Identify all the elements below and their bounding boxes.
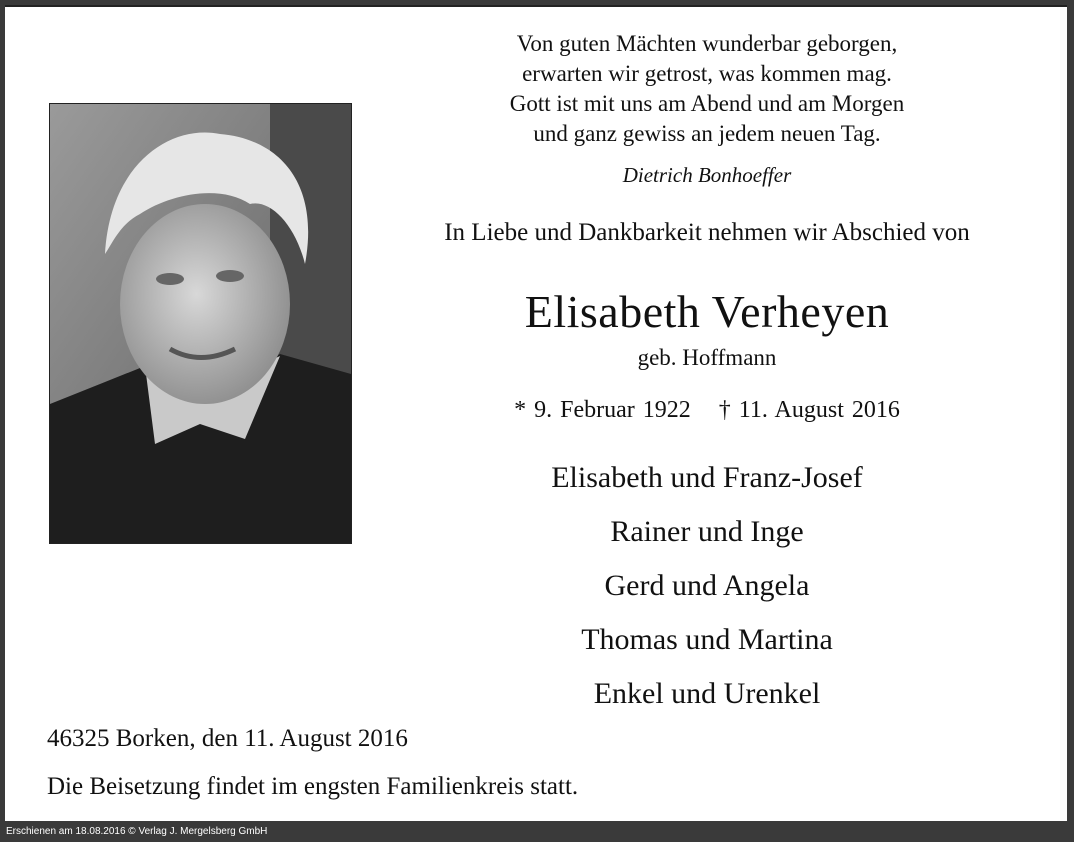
mourner-entry: Thomas und Martina [581, 623, 833, 656]
maiden-name: geb. Hoffmann [637, 345, 777, 370]
mourner-entry: Elisabeth und Franz-Josef [551, 461, 863, 494]
publication-footer: Erschienen am 18.08.2016 © Verlag J. Mergelsberg GmbH [6, 826, 268, 837]
mourner-entry: Enkel und Urenkel [593, 677, 821, 710]
portrait-photo [49, 103, 352, 544]
mourner-entry: Gerd und Angela [604, 569, 810, 602]
poem-author: Dietrich Bonhoeffer [622, 163, 792, 187]
poem-line: und ganz gewiss an jedem neuen Tag. [533, 121, 881, 146]
poem-line: Gott ist mit uns am Abend und am Morgen [509, 91, 905, 116]
place-date: 46325 Borken, den 11. August 2016 [47, 725, 408, 752]
deceased-name: Elisabeth Verheyen [524, 286, 890, 337]
mourners-list [381, 457, 1033, 727]
poem-line: Von guten Mächten wunderbar geborgen, [516, 31, 898, 56]
burial-note: Die Beisetzung findet im engsten Familienkreis statt. [47, 773, 579, 800]
poem-line: erwarten wir getrost, was kommen mag. [522, 61, 892, 86]
life-dates [381, 397, 1033, 424]
birth-date: * 9. Februar 1922 [514, 397, 691, 423]
poem [381, 29, 1033, 149]
obituary-notice [5, 5, 1067, 821]
death-date: † 11. August 2016 [718, 397, 900, 423]
intro-text: In Liebe und Dankbarkeit nehmen wir Abschied von [444, 219, 970, 246]
portrait-image [50, 104, 351, 543]
mourner-entry: Rainer und Inge [610, 515, 804, 548]
